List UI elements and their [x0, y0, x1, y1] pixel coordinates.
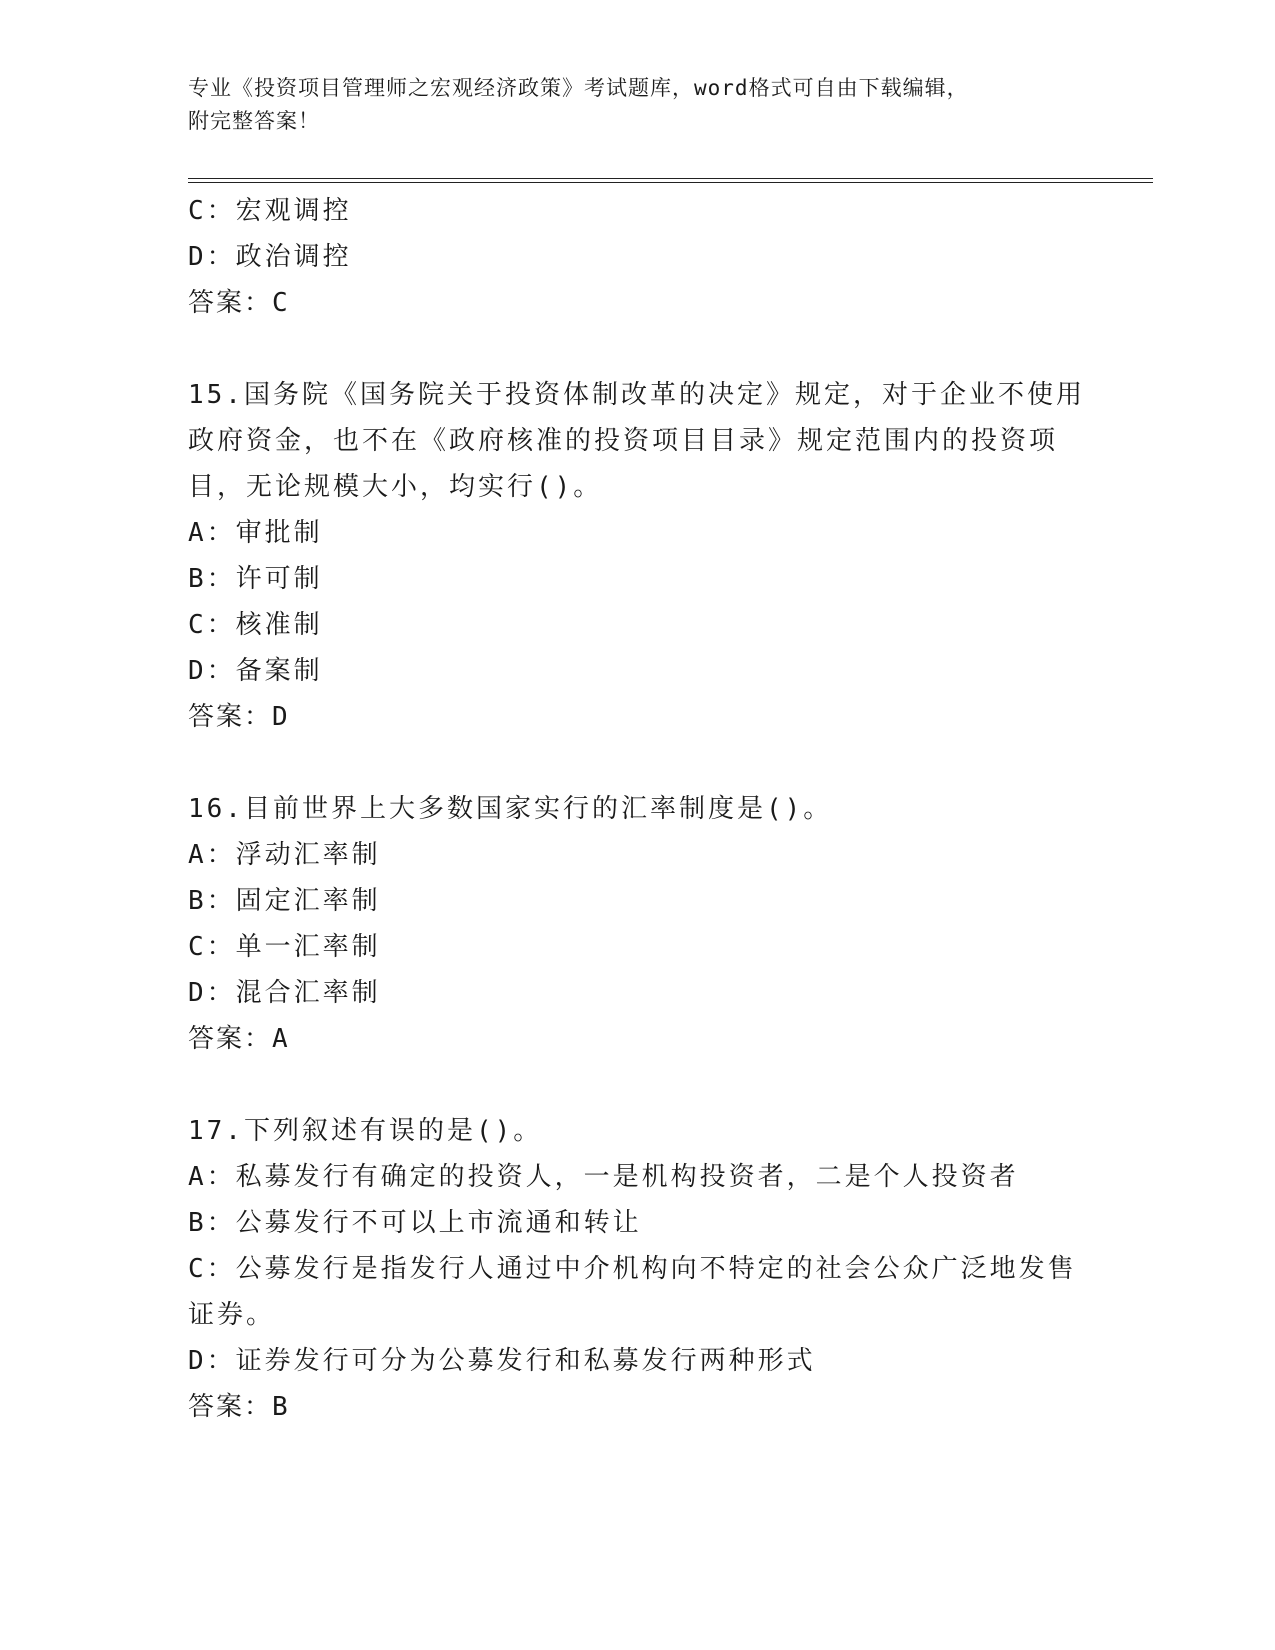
option-d: D：政治调控 — [188, 242, 352, 272]
option-a: A：审批制 — [188, 518, 323, 548]
option-c: C：单一汇率制 — [188, 932, 381, 962]
header-divider-top — [188, 178, 1153, 179]
answer-label: 答案： — [188, 702, 273, 732]
option-d: D：混合汇率制 — [188, 978, 381, 1008]
document-header — [188, 72, 1068, 138]
prev-question — [188, 188, 1088, 326]
header-line-2: 附完整答案！ — [188, 109, 320, 133]
question-16 — [188, 786, 1088, 1062]
option-c: C：公募发行是指发行人通过中介机构向不特定的社会公众广泛地发售 — [188, 1254, 1077, 1284]
option-d: D：证券发行可分为公募发行和私募发行两种形式 — [188, 1346, 816, 1376]
answer-value: D — [272, 702, 290, 732]
question-stem-line: 目，无论规模大小，均实行()。 — [188, 472, 603, 502]
option-d: D：备案制 — [188, 656, 323, 686]
option-c: C：核准制 — [188, 610, 323, 640]
question-stem-line: 15.国务院《国务院关于投资体制改革的决定》规定，对于企业不使用 — [188, 380, 1085, 410]
option-c-continuation: 证券。 — [188, 1300, 276, 1330]
question-stem-line: 17.下列叙述有误的是()。 — [188, 1116, 543, 1146]
answer-line — [188, 1016, 1088, 1062]
question-15 — [188, 372, 1088, 740]
answer-value: A — [272, 1024, 290, 1054]
answer-value: C — [272, 288, 290, 318]
option-b: B：固定汇率制 — [188, 886, 381, 916]
answer-label: 答案： — [188, 1392, 273, 1422]
option-b: B：许可制 — [188, 564, 323, 594]
answer-line — [188, 280, 1088, 326]
answer-value: B — [272, 1392, 290, 1422]
option-a: A：私募发行有确定的投资人，一是机构投资者，二是个人投资者 — [188, 1162, 1019, 1192]
answer-label: 答案： — [188, 1024, 273, 1054]
question-stem-line: 政府资金，也不在《政府核准的投资项目目录》规定范围内的投资项 — [188, 426, 1059, 456]
header-line-1: 专业《投资项目管理师之宏观经济政策》考试题库，word格式可自由下载编辑， — [188, 76, 969, 100]
answer-label: 答案： — [188, 288, 273, 318]
question-list — [188, 188, 1088, 1430]
answer-line — [188, 1384, 1088, 1430]
answer-line — [188, 694, 1088, 740]
option-b: B：公募发行不可以上市流通和转让 — [188, 1208, 642, 1238]
option-c: C：宏观调控 — [188, 196, 352, 226]
header-divider-bottom — [188, 182, 1153, 183]
question-17 — [188, 1108, 1088, 1430]
option-a: A：浮动汇率制 — [188, 840, 381, 870]
question-stem-line: 16.目前世界上大多数国家实行的汇率制度是()。 — [188, 794, 833, 824]
